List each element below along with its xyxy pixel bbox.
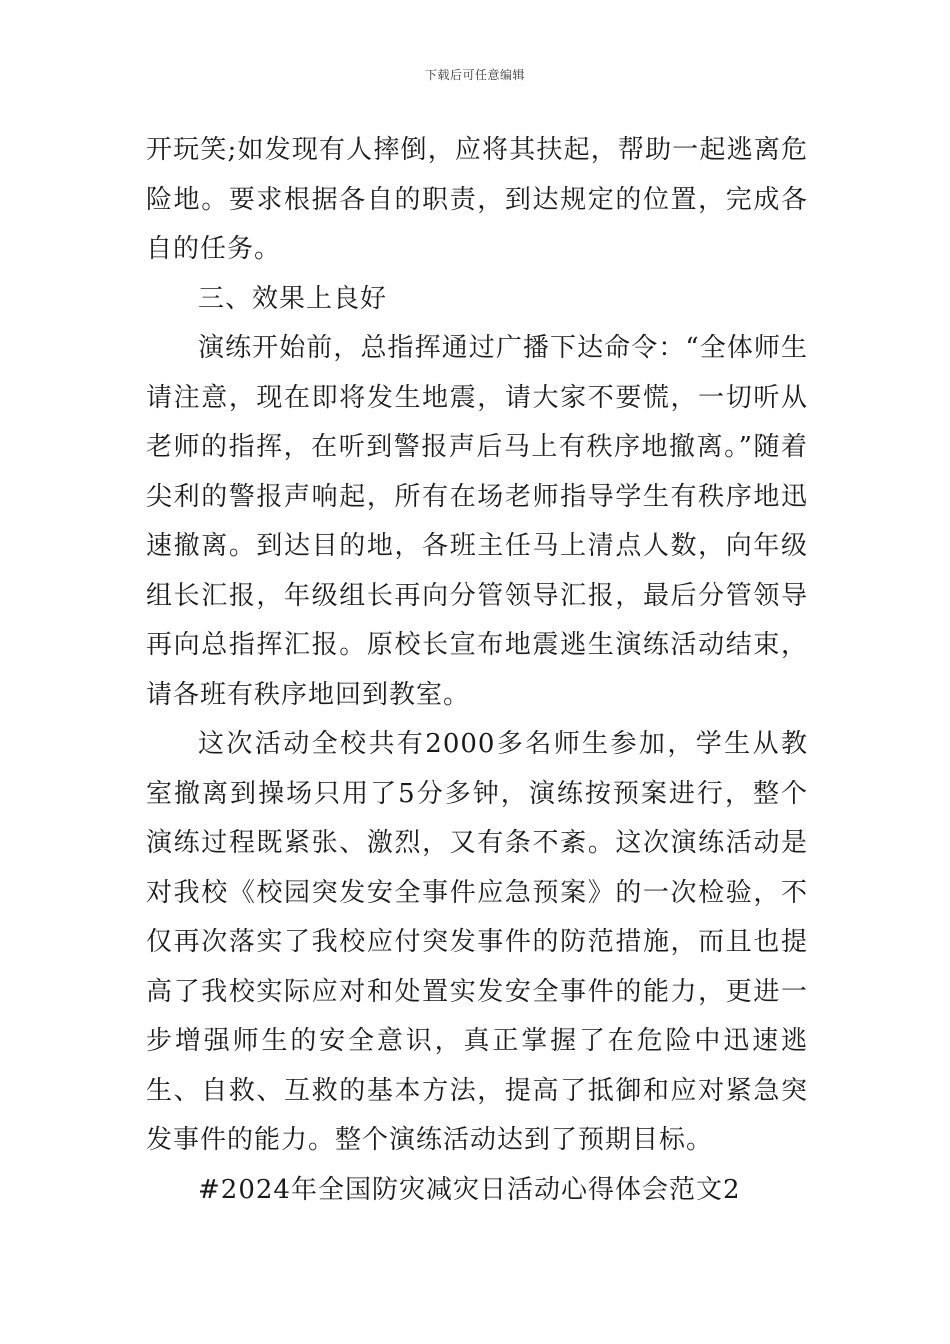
next-article-title: #2024年全国防灾减灾日活动心得体会范文2 <box>198 1174 741 1205</box>
header-note: 下载后可任意编辑 <box>424 68 525 82</box>
document-body <box>146 126 808 1215</box>
paragraph-continuation: 开玩笑;如发现有人摔倒，应将其扶起，帮助一起逃离危险地。要求根据各自的职责，到达规定的位置，完成各自的任务。 <box>146 135 808 264</box>
paragraph-drill-process: 演练开始前，总指挥通过广播下达命令：“全体师生请注意，现在即将发生地震，请大家不要慌，一切听从老师的指挥，在听到警报声后马上有秩序地撤离。”随着尖利的警报声响起，所有在场老师指导学生有秩序地迅速撤离。到达目的地，各班主任马上清点人数，向年级组长汇报，年级组长再向分管领导汇报，最后分管领导再向总指挥汇报。原校长宣布地震逃生演练活动结束，请各班有秩序地回到教室。 <box>146 333 808 710</box>
section-heading: 三、效果上良好 <box>198 283 388 314</box>
paragraph-drill-summary: 这次活动全校共有2000多名师生参加，学生从教室撤离到操场只用了5分多钟，演练按预案进行，整个演练过程既紧张、激烈，又有条不紊。这次演练活动是对我校《校园突发安全事件应急预案》的一次检验，不仅再次落实了我校应付突发事件的防范措施，而且也提高了我校实际应对和处置实发安全事件的能力，更进一步增强师生的安全意识，真正掌握了在危险中迅速逃生、自救、互救的基本方法，提高了抵御和应对紧急突发事件的能力。整个演练活动达到了预期目标。 <box>146 729 808 1155</box>
